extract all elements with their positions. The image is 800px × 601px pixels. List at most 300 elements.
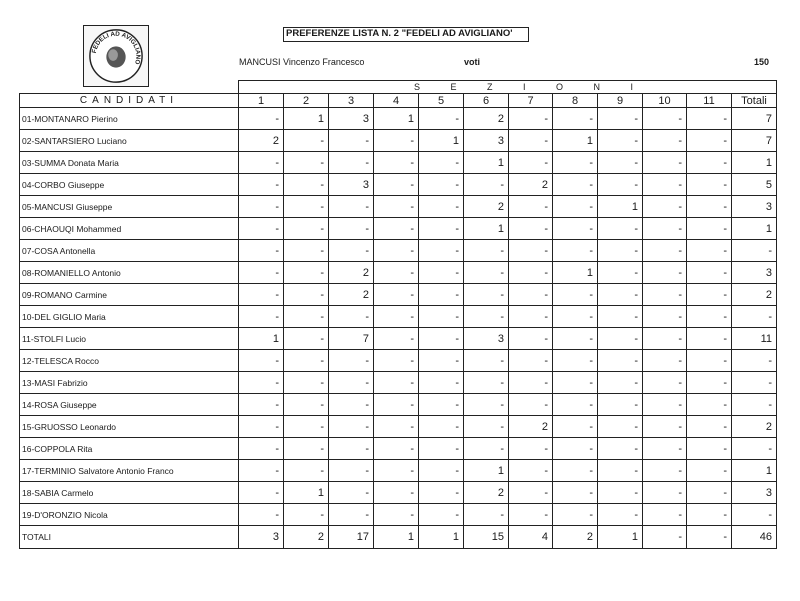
vote-cell: 2 <box>553 526 598 549</box>
vote-cell: - <box>643 438 687 460</box>
vote-cell: - <box>329 306 374 328</box>
table-row <box>20 460 777 482</box>
vote-cell: 1 <box>553 262 598 284</box>
table-row <box>20 438 777 460</box>
mayor-candidate-name: MANCUSI Vincenzo Francesco <box>239 57 365 67</box>
vote-cell: - <box>509 460 553 482</box>
candidate-name: 03-SUMMA Donata Maria <box>20 152 239 174</box>
candidate-name: 07-COSA Antonella <box>20 240 239 262</box>
vote-cell: - <box>553 152 598 174</box>
vote-cell: - <box>239 240 284 262</box>
column-header-section: 7 <box>509 94 553 108</box>
vote-cell: - <box>284 416 329 438</box>
row-total-cell: 1 <box>732 218 777 240</box>
vote-cell: - <box>374 416 419 438</box>
vote-cell: - <box>598 482 643 504</box>
vote-cell: - <box>239 394 284 416</box>
column-header-section: 1 <box>239 94 284 108</box>
vote-cell: 1 <box>284 482 329 504</box>
vote-cell: - <box>598 372 643 394</box>
vote-cell: - <box>419 328 464 350</box>
svg-text:FEDELI AD AVIGLIANO: FEDELI AD AVIGLIANO <box>90 30 142 66</box>
vote-cell: - <box>284 174 329 196</box>
row-total-cell: 2 <box>732 284 777 306</box>
vote-cell: - <box>419 350 464 372</box>
vote-cell: 4 <box>509 526 553 549</box>
party-logo <box>83 25 149 87</box>
candidate-name: 05-MANCUSI Giuseppe <box>20 196 239 218</box>
vote-cell: - <box>419 108 464 130</box>
vote-cell: - <box>643 372 687 394</box>
vote-cell: - <box>374 240 419 262</box>
candidate-name: 08-ROMANIELLO Antonio <box>20 262 239 284</box>
vote-cell: - <box>239 460 284 482</box>
vote-cell: - <box>239 482 284 504</box>
vote-cell: - <box>419 152 464 174</box>
table-row <box>20 394 777 416</box>
vote-cell: - <box>509 328 553 350</box>
vote-cell: - <box>329 460 374 482</box>
column-header-section: 3 <box>329 94 374 108</box>
vote-cell: - <box>464 240 509 262</box>
vote-cell: - <box>374 152 419 174</box>
row-total-cell: - <box>732 504 777 526</box>
vote-cell: - <box>687 460 732 482</box>
vote-cell: - <box>643 328 687 350</box>
vote-cell: - <box>553 482 598 504</box>
row-total-cell: 46 <box>732 526 777 549</box>
vote-cell: - <box>239 196 284 218</box>
vote-cell: - <box>419 240 464 262</box>
vote-cell: - <box>419 504 464 526</box>
vote-cell: - <box>374 196 419 218</box>
vote-cell: - <box>598 218 643 240</box>
vote-cell: - <box>687 504 732 526</box>
vote-cell: 2 <box>464 482 509 504</box>
row-total-cell: 1 <box>732 460 777 482</box>
row-total-cell: 7 <box>732 108 777 130</box>
vote-cell: - <box>553 416 598 438</box>
party-emblem-icon <box>87 27 145 85</box>
vote-cell: - <box>284 438 329 460</box>
vote-cell: - <box>509 306 553 328</box>
vote-cell: 7 <box>329 328 374 350</box>
column-header-section: 11 <box>687 94 732 108</box>
totals-row <box>20 526 777 549</box>
vote-cell: - <box>643 526 687 549</box>
vote-cell: - <box>374 262 419 284</box>
candidate-name: 18-SABIA Carmelo <box>20 482 239 504</box>
vote-cell: - <box>553 196 598 218</box>
vote-cell: - <box>687 262 732 284</box>
vote-cell: - <box>553 350 598 372</box>
candidate-name: 11-STOLFI Lucio <box>20 328 239 350</box>
vote-cell: - <box>598 262 643 284</box>
vote-cell: - <box>598 108 643 130</box>
vote-cell: - <box>464 438 509 460</box>
vote-cell: - <box>329 504 374 526</box>
vote-cell: - <box>329 416 374 438</box>
vote-cell: - <box>329 218 374 240</box>
vote-cell: 2 <box>464 196 509 218</box>
vote-cell: - <box>598 460 643 482</box>
row-total-cell: 2 <box>732 416 777 438</box>
table-row <box>20 218 777 240</box>
vote-cell: - <box>643 240 687 262</box>
table-row <box>20 196 777 218</box>
vote-cell: - <box>643 394 687 416</box>
vote-cell: 1 <box>464 218 509 240</box>
vote-cell: - <box>374 218 419 240</box>
vote-cell: - <box>374 328 419 350</box>
vote-cell: - <box>239 174 284 196</box>
vote-cell: - <box>687 438 732 460</box>
candidate-name: 12-TELESCA Rocco <box>20 350 239 372</box>
vote-cell: - <box>687 174 732 196</box>
vote-cell: - <box>643 416 687 438</box>
candidate-name: 06-CHAOUQI Mohammed <box>20 218 239 240</box>
vote-cell: - <box>464 174 509 196</box>
vote-cell: - <box>687 482 732 504</box>
vote-cell: 3 <box>329 108 374 130</box>
vote-cell: 2 <box>464 108 509 130</box>
vote-cell: - <box>687 108 732 130</box>
vote-cell: 15 <box>464 526 509 549</box>
vote-cell: - <box>374 394 419 416</box>
table-row <box>20 328 777 350</box>
vote-cell: - <box>329 240 374 262</box>
vote-cell: - <box>239 108 284 130</box>
vote-cell: 2 <box>329 262 374 284</box>
row-total-cell: 3 <box>732 482 777 504</box>
row-total-cell: - <box>732 394 777 416</box>
vote-cell: - <box>553 460 598 482</box>
vote-cell: 2 <box>509 174 553 196</box>
vote-cell: - <box>419 262 464 284</box>
vote-cell: - <box>643 152 687 174</box>
vote-cell: - <box>419 438 464 460</box>
vote-cell: - <box>509 196 553 218</box>
table-row <box>20 350 777 372</box>
vote-cell: - <box>284 460 329 482</box>
vote-cell: - <box>239 152 284 174</box>
vote-cell: - <box>464 416 509 438</box>
vote-cell: 1 <box>419 130 464 152</box>
vote-cell: - <box>643 196 687 218</box>
vote-cell: - <box>284 372 329 394</box>
vote-cell: - <box>598 504 643 526</box>
vote-cell: 2 <box>284 526 329 549</box>
vote-cell: - <box>464 504 509 526</box>
vote-cell: - <box>419 284 464 306</box>
table-row <box>20 240 777 262</box>
vote-cell: - <box>553 174 598 196</box>
vote-cell: - <box>509 152 553 174</box>
vote-cell: - <box>464 372 509 394</box>
vote-cell: 17 <box>329 526 374 549</box>
vote-cell: - <box>329 350 374 372</box>
vote-cell: - <box>374 284 419 306</box>
vote-cell: - <box>374 174 419 196</box>
vote-cell: - <box>329 482 374 504</box>
vote-cell: - <box>643 504 687 526</box>
candidate-name: 13-MASI Fabrizio <box>20 372 239 394</box>
vote-cell: - <box>284 350 329 372</box>
vote-cell: 3 <box>464 130 509 152</box>
vote-cell: - <box>419 196 464 218</box>
table-row <box>20 174 777 196</box>
vote-cell: - <box>509 504 553 526</box>
vote-cell: - <box>598 328 643 350</box>
column-header-section: 9 <box>598 94 643 108</box>
vote-cell: - <box>239 306 284 328</box>
vote-cell: - <box>509 284 553 306</box>
vote-cell: - <box>553 240 598 262</box>
table-row <box>20 504 777 526</box>
vote-cell: - <box>553 504 598 526</box>
column-header-section: 2 <box>284 94 329 108</box>
vote-cell: - <box>374 504 419 526</box>
vote-cell: - <box>598 130 643 152</box>
vote-cell: - <box>687 284 732 306</box>
preferences-table <box>19 80 777 549</box>
vote-cell: - <box>284 284 329 306</box>
vote-cell: - <box>598 416 643 438</box>
vote-cell: - <box>509 218 553 240</box>
vote-cell: - <box>419 482 464 504</box>
vote-cell: - <box>464 306 509 328</box>
vote-cell: - <box>553 328 598 350</box>
vote-cell: - <box>374 350 419 372</box>
vote-cell: - <box>553 108 598 130</box>
vote-cell: - <box>643 482 687 504</box>
candidate-name: 04-CORBO Giuseppe <box>20 174 239 196</box>
vote-cell: - <box>464 262 509 284</box>
vote-cell: 3 <box>329 174 374 196</box>
table-row <box>20 372 777 394</box>
vote-cell: - <box>509 240 553 262</box>
vote-cell: - <box>509 438 553 460</box>
vote-cell: - <box>239 416 284 438</box>
candidate-name: 19-D'ORONZIO Nicola <box>20 504 239 526</box>
vote-cell: 3 <box>239 526 284 549</box>
vote-cell: - <box>419 218 464 240</box>
vote-cell: - <box>687 372 732 394</box>
vote-cell: - <box>284 152 329 174</box>
candidate-name: 10-DEL GIGLIO Maria <box>20 306 239 328</box>
vote-cell: - <box>509 394 553 416</box>
vote-cell: - <box>374 306 419 328</box>
table-row <box>20 130 777 152</box>
vote-cell: - <box>419 174 464 196</box>
vote-cell: - <box>643 218 687 240</box>
vote-cell: - <box>284 328 329 350</box>
column-header-section: 6 <box>464 94 509 108</box>
vote-cell: - <box>284 394 329 416</box>
vote-cell: - <box>553 218 598 240</box>
table-row <box>20 152 777 174</box>
vote-cell: - <box>687 130 732 152</box>
row-total-cell: 1 <box>732 152 777 174</box>
column-header-section: 5 <box>419 94 464 108</box>
vote-cell: - <box>239 350 284 372</box>
vote-cell: - <box>643 262 687 284</box>
candidate-name: 02-SANTARSIERO Luciano <box>20 130 239 152</box>
table-row <box>20 482 777 504</box>
vote-cell: - <box>284 504 329 526</box>
vote-cell: - <box>239 218 284 240</box>
candidates-header: CANDIDATI <box>20 94 239 108</box>
table-row <box>20 108 777 130</box>
vote-cell: - <box>598 152 643 174</box>
vote-cell: 3 <box>464 328 509 350</box>
vote-cell: - <box>687 152 732 174</box>
candidate-name: 14-ROSA Giuseppe <box>20 394 239 416</box>
votes-label: voti <box>464 57 481 67</box>
row-total-cell: 7 <box>732 130 777 152</box>
vote-cell: - <box>687 350 732 372</box>
row-total-cell: 3 <box>732 262 777 284</box>
row-total-cell: - <box>732 240 777 262</box>
vote-cell: 1 <box>598 526 643 549</box>
vote-cell: - <box>374 438 419 460</box>
vote-cell: - <box>553 394 598 416</box>
vote-cell: 1 <box>239 328 284 350</box>
vote-cell: - <box>329 196 374 218</box>
vote-cell: - <box>598 174 643 196</box>
row-total-cell: 11 <box>732 328 777 350</box>
vote-cell: 1 <box>553 130 598 152</box>
sections-label: S E Z I O N I <box>239 81 777 94</box>
vote-cell: 1 <box>464 460 509 482</box>
vote-cell: - <box>643 108 687 130</box>
vote-cell: - <box>239 284 284 306</box>
vote-cell: - <box>643 174 687 196</box>
vote-cell: - <box>687 416 732 438</box>
vote-cell: - <box>374 460 419 482</box>
vote-cell: - <box>284 262 329 284</box>
vote-cell: 1 <box>464 152 509 174</box>
vote-cell: - <box>329 152 374 174</box>
vote-cell: - <box>374 372 419 394</box>
column-header-section: 4 <box>374 94 419 108</box>
row-total-cell: - <box>732 372 777 394</box>
vote-cell: - <box>687 218 732 240</box>
vote-cell: - <box>598 438 643 460</box>
vote-cell: - <box>374 130 419 152</box>
vote-cell: - <box>553 306 598 328</box>
vote-cell: - <box>419 306 464 328</box>
table-row <box>20 416 777 438</box>
column-header-section: 10 <box>643 94 687 108</box>
vote-cell: 2 <box>329 284 374 306</box>
vote-cell: - <box>598 284 643 306</box>
vote-cell: - <box>643 284 687 306</box>
vote-cell: - <box>509 130 553 152</box>
vote-cell: - <box>239 262 284 284</box>
table-row <box>20 284 777 306</box>
vote-cell: - <box>464 350 509 372</box>
vote-cell: - <box>509 108 553 130</box>
list-title: PREFERENZE LISTA N. 2 "FEDELI AD AVIGLIANO' <box>283 27 529 42</box>
candidate-name: 01-MONTANARO Pierino <box>20 108 239 130</box>
vote-cell: 1 <box>598 196 643 218</box>
vote-cell: - <box>643 350 687 372</box>
vote-cell: - <box>598 240 643 262</box>
vote-cell: - <box>687 240 732 262</box>
vote-cell: 1 <box>374 526 419 549</box>
vote-cell: 1 <box>374 108 419 130</box>
vote-cell: - <box>239 504 284 526</box>
vote-cell: - <box>553 372 598 394</box>
vote-cell: - <box>643 306 687 328</box>
vote-cell: - <box>687 328 732 350</box>
vote-cell: 1 <box>419 526 464 549</box>
vote-cell: - <box>284 306 329 328</box>
candidate-name: 09-ROMANO Carmine <box>20 284 239 306</box>
candidate-name: 15-GRUOSSO Leonardo <box>20 416 239 438</box>
vote-cell: - <box>284 240 329 262</box>
vote-cell: - <box>329 438 374 460</box>
vote-cell: - <box>687 394 732 416</box>
column-header-section: 8 <box>553 94 598 108</box>
vote-cell: - <box>687 306 732 328</box>
candidate-name: 16-COPPOLA Rita <box>20 438 239 460</box>
vote-cell: - <box>284 218 329 240</box>
column-header-totals: Totali <box>732 94 777 108</box>
vote-cell: - <box>464 284 509 306</box>
row-total-cell: - <box>732 306 777 328</box>
vote-cell: - <box>687 526 732 549</box>
table-row <box>20 262 777 284</box>
vote-cell: 1 <box>284 108 329 130</box>
votes-value: 150 <box>754 57 770 67</box>
vote-cell: - <box>509 372 553 394</box>
vote-cell: - <box>509 350 553 372</box>
vote-cell: - <box>419 394 464 416</box>
vote-cell: - <box>643 460 687 482</box>
vote-cell: - <box>419 416 464 438</box>
vote-cell: - <box>239 372 284 394</box>
vote-cell: - <box>464 394 509 416</box>
vote-cell: - <box>598 306 643 328</box>
vote-cell: - <box>284 196 329 218</box>
candidate-name: 17-TERMINIO Salvatore Antonio Franco <box>20 460 239 482</box>
vote-cell: - <box>509 262 553 284</box>
row-total-cell: - <box>732 438 777 460</box>
row-total-cell: 5 <box>732 174 777 196</box>
vote-cell: - <box>239 438 284 460</box>
vote-cell: - <box>329 130 374 152</box>
vote-cell: - <box>643 130 687 152</box>
vote-cell: - <box>284 130 329 152</box>
vote-cell: - <box>329 372 374 394</box>
vote-cell: 2 <box>239 130 284 152</box>
row-total-cell: 3 <box>732 196 777 218</box>
row-total-cell: - <box>732 350 777 372</box>
vote-cell: - <box>419 460 464 482</box>
vote-cell: 2 <box>509 416 553 438</box>
table-row <box>20 306 777 328</box>
vote-cell: - <box>598 350 643 372</box>
vote-cell: - <box>553 438 598 460</box>
vote-cell: - <box>374 482 419 504</box>
candidate-name: TOTALI <box>20 526 239 549</box>
vote-cell: - <box>553 284 598 306</box>
vote-cell: - <box>329 394 374 416</box>
vote-cell: - <box>509 482 553 504</box>
vote-cell: - <box>598 394 643 416</box>
